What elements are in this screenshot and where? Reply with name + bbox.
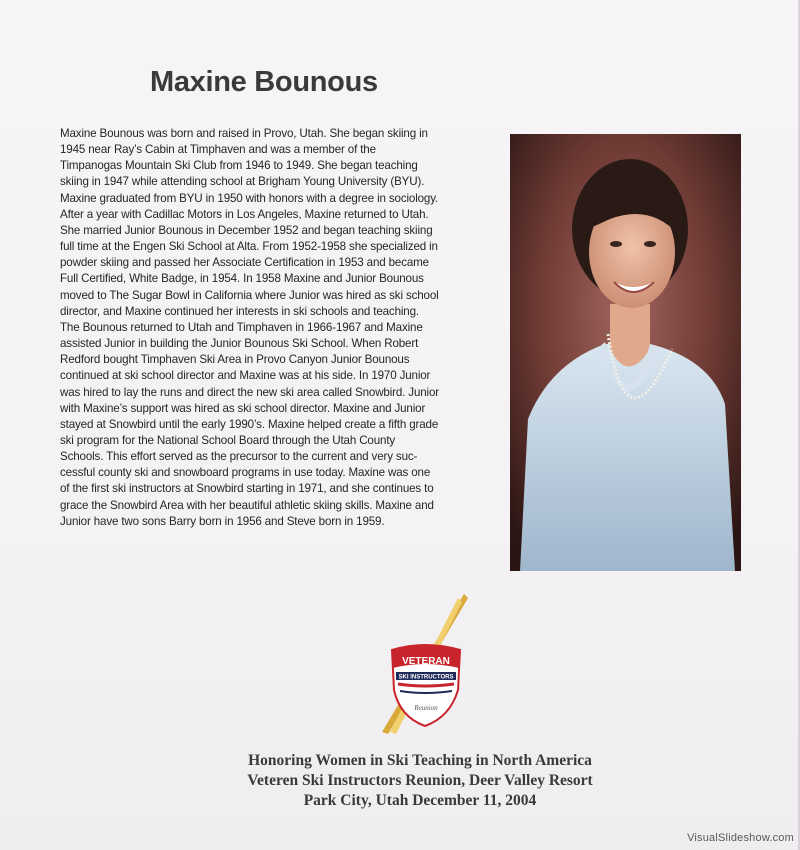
bio-line: director, and Maxine continued her interests in ski schools and teaching. xyxy=(60,304,419,318)
bio-line: 1945 near Ray’s Cabin at Timphaven and was a member of the xyxy=(60,143,376,157)
footer-line-2: Veteren Ski Instructors Reunion, Deer Valley Resort xyxy=(247,772,593,789)
bio-line: powder skiing and passed her Associate Certification in 1953 and became xyxy=(60,256,429,270)
portrait-photo xyxy=(510,134,741,571)
veteran-ski-instructors-logo xyxy=(378,592,473,737)
bio-line: of the first ski instructors at Snowbird starting in 1971, and she continues to xyxy=(60,482,434,496)
bio-line: continued at ski school director and Maxine was at his side. In 1970 Junior xyxy=(60,369,431,383)
bio-line: was hired to lay the runs and direct the new ski area called Snowbird. Junior xyxy=(60,385,439,399)
footer-line-1: Honoring Women in Ski Teaching in North America xyxy=(248,752,592,769)
page-title: Maxine Bounous xyxy=(150,66,378,98)
bio-line: ski program for the National School Board through the Utah County xyxy=(60,433,396,447)
bio-line: Full Certified, White Badge, in 1954. In 1958 Maxine and Junior Bounous xyxy=(60,272,424,286)
bio-line: Maxine Bounous was born and raised in Provo, Utah. She began skiing in xyxy=(60,127,428,140)
bio-line: cessful county ski and snowboard programs in use today. Maxine was one xyxy=(60,466,431,480)
bio-line: skiing in 1947 while attending school at Brigham Young University (BYU). xyxy=(60,175,425,189)
bio-line: Timpanogas Mountain Ski Club from 1946 to 1949. She began teaching xyxy=(60,159,418,173)
bio-line: Redford bought Timphaven Ski Area in Provo Canyon Junior Bounous xyxy=(60,353,410,367)
bio-line: The Bounous returned to Utah and Timphaven in 1966-1967 and Maxine xyxy=(60,320,423,334)
bio-line: She married Junior Bounous in December 1952 and began teaching skiing xyxy=(60,223,433,237)
portrait-image xyxy=(510,134,741,571)
bio-line: full time at the Engen Ski School at Alta. From 1952-1958 she specialized in xyxy=(60,240,438,254)
bio-line: After a year with Cadillac Motors in Los Angeles, Maxine returned to Utah. xyxy=(60,207,429,221)
footer-line-3: Park City, Utah December 11, 2004 xyxy=(303,792,537,809)
bio-line: grace the Snowbird Area with her beautiful athletic skiing skills. Maxine and xyxy=(60,498,434,512)
logo-veteran-text: VETERAN xyxy=(402,656,450,667)
bio-line: Maxine graduated from BYU in 1950 with honors with a degree in sociology. xyxy=(60,191,439,205)
bio-line: Junior have two sons Barry born in 1956 and Steve born in 1959. xyxy=(60,514,385,528)
bio-line: stayed at Snowbird until the early 1990’s. Maxine helped create a fifth grade xyxy=(60,417,439,431)
bio-line: with Maxine’s support was hired as ski school director. Maxine and Junior xyxy=(60,401,426,415)
bio-line: assisted Junior in building the Junior Bounous Ski School. When Robert xyxy=(60,337,419,351)
logo-ski-instructors-text: SKI INSTRUCTORS xyxy=(398,674,454,681)
bio-line: moved to The Sugar Bowl in California where Junior was hired as ski school xyxy=(60,288,439,302)
biography-text xyxy=(60,126,460,530)
bio-line: Schools. This effort served as the precursor to the current and very suc- xyxy=(60,450,418,464)
footer-caption xyxy=(0,751,800,811)
watermark: VisualSlideshow.com xyxy=(687,832,794,844)
logo-signature-text: Reunion xyxy=(414,704,438,712)
